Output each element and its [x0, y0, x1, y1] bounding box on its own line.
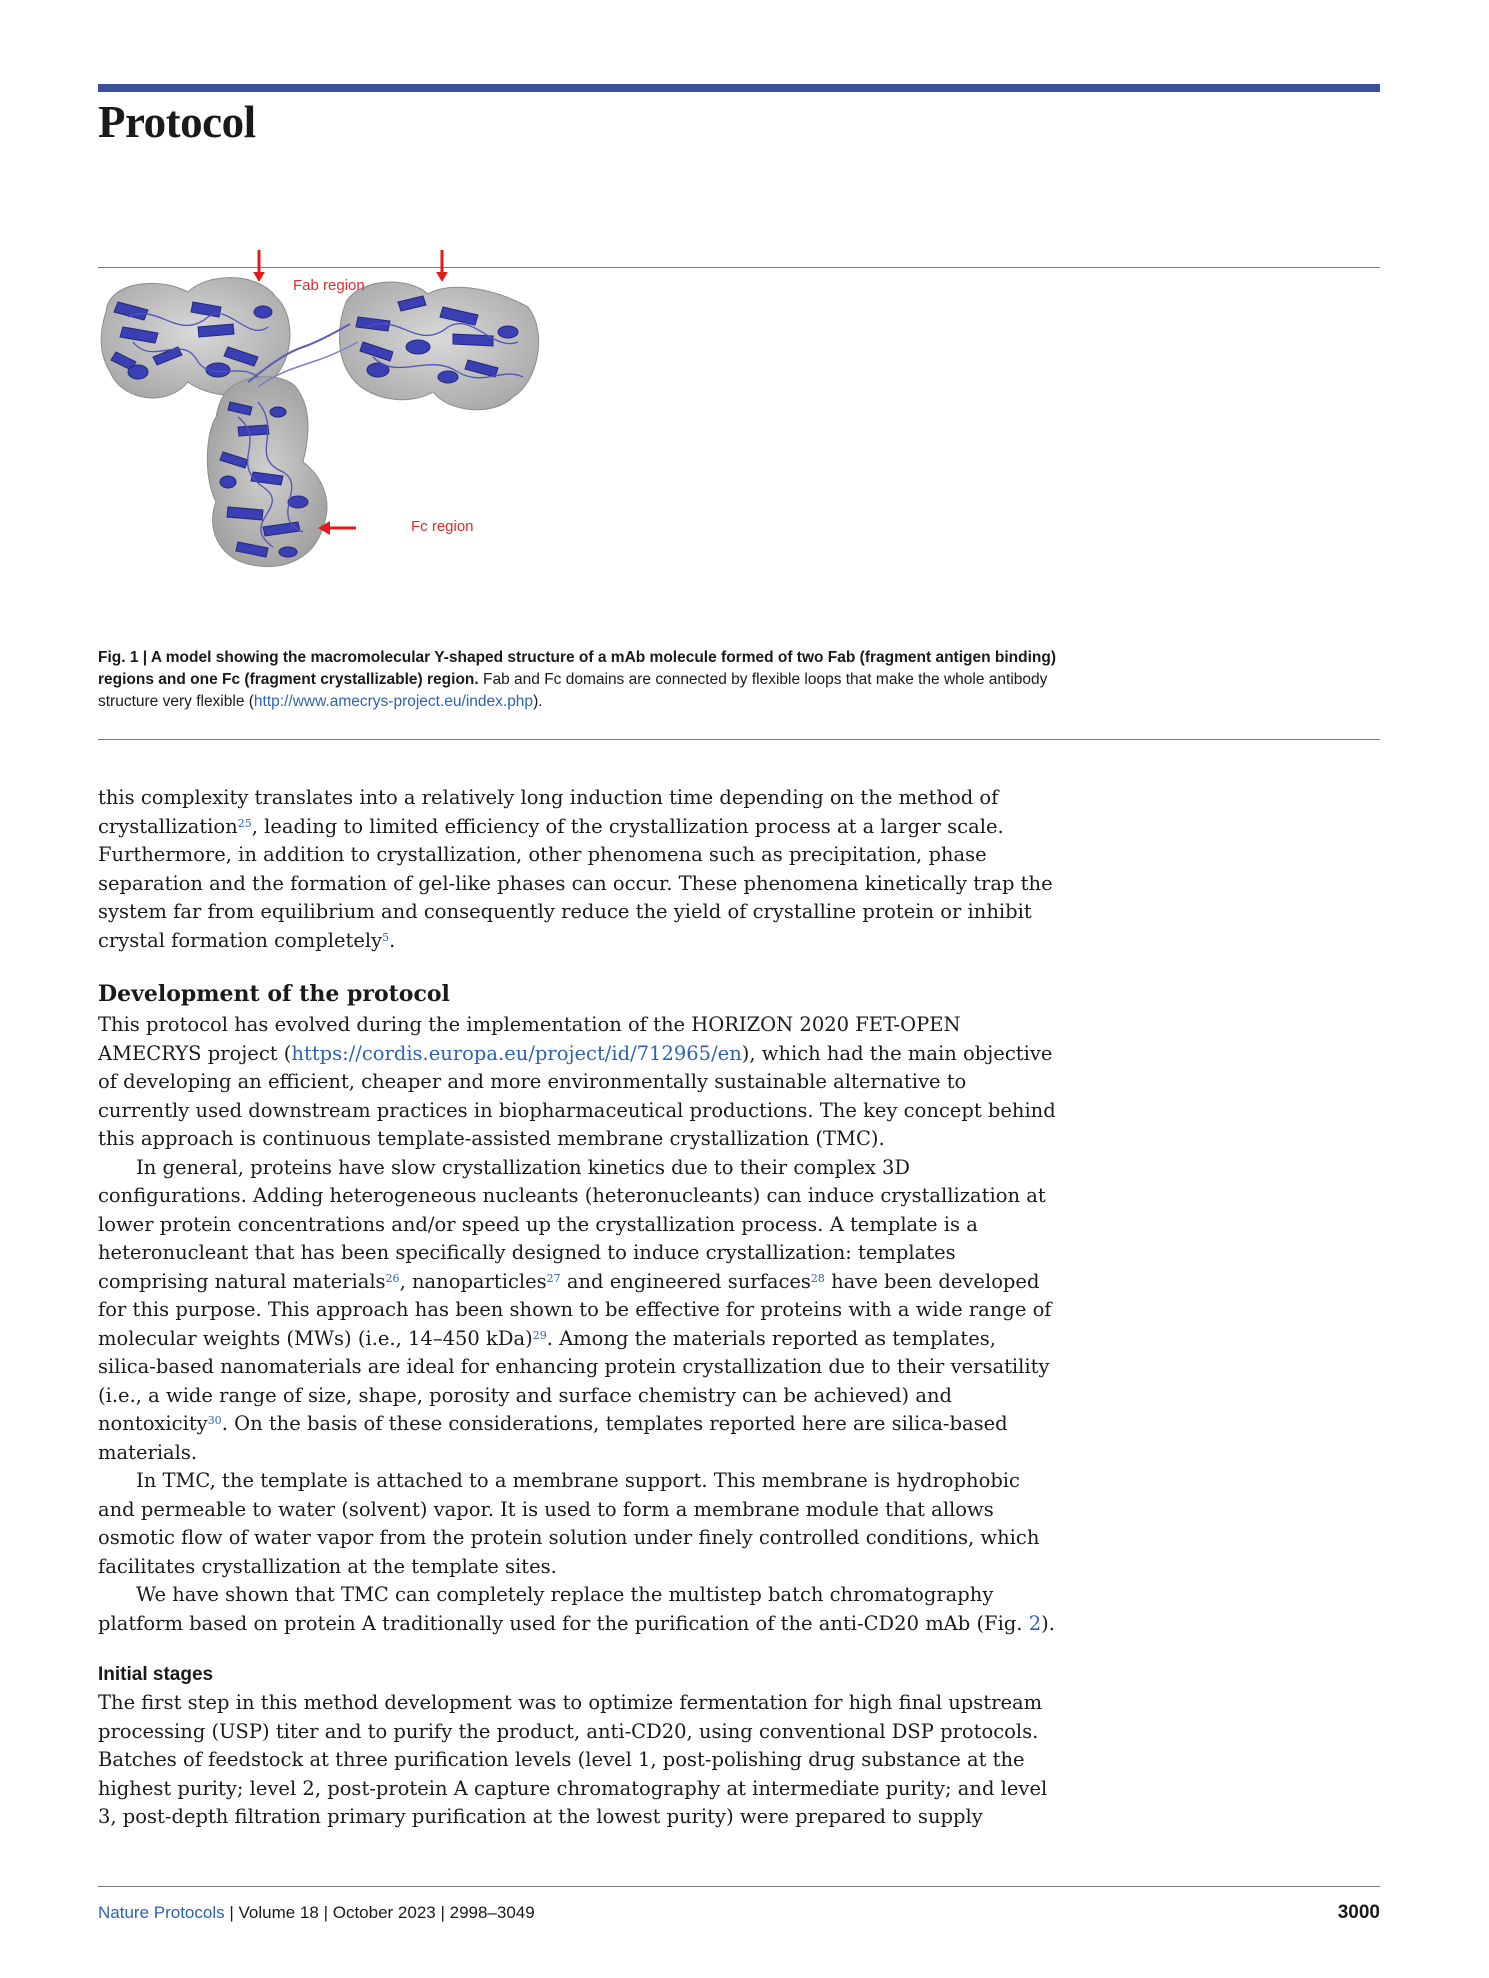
dev-p2-text-f: . On the basis of these considerations, templates reported here are silica-based materials.: [98, 1412, 1008, 1464]
cordis-link[interactable]: https://cordis.europa.eu/project/id/712965/en: [291, 1041, 742, 1065]
figure-bottom-rule: [98, 739, 1380, 740]
citation-30[interactable]: 30: [207, 1414, 222, 1427]
dev-p2-text-c: and engineered surfaces: [560, 1269, 811, 1293]
footer-volume: Volume 18: [238, 1903, 319, 1922]
figure-caption: [98, 647, 1098, 713]
dev-p1-text-b: ), which had the main objective of developing an efficient, cheaper and more environmentally sustainable alternative to currently used downstream practices in biopharmaceutical productions. The key concept behind this approach is continuous template-assisted membrane crystallization (TMC).: [98, 1041, 1056, 1150]
footer-date: October 2023: [332, 1903, 436, 1922]
footer-sep: |: [224, 1903, 239, 1922]
dev-p2-text-e: . Among the materials reported as templates, silica-based nanomaterials are ideal for enhancing protein crystallization due to their versatility (i.e., a wide range of size, shape, porosity and surface chemistry can be achieved) and nontoxicity: [98, 1326, 1050, 1435]
initial-stages-paragraph: The first step in this method development was to optimize fermentation for high final upstream processing (USP) titer and to purify the product, anti-CD20, using conventional DSP protocols. Batches of feedstock at three purification levels (level 1, post-polishing drug substance at the highest purity; level 2, post-protein A capture chromatography at intermediate purity; and level 3, post-depth filtration primary purification at the lowest purity) were prepared to supply: [98, 1691, 1048, 1828]
development-paragraph-4: [98, 1581, 1058, 1638]
citation-26[interactable]: 26: [385, 1271, 400, 1285]
fab-arrows-overlay: [98, 248, 548, 278]
intro-text-c: .: [389, 928, 396, 952]
dev-p2-text-b: , nanoparticles: [399, 1269, 547, 1293]
development-paragraph-3: In TMC, the template is attached to a membrane support. This membrane is hydrophobic and permeable to water (solvent) vapor. It is used to form a membrane module that allows osmotic flow of water vapor from the protein solution under finely controlled conditions, which facilitates crystallization at the template sites.: [98, 1469, 1040, 1578]
dev-p4-text-b: ).: [1041, 1611, 1055, 1635]
footer-sep: |: [435, 1903, 450, 1922]
citation-27[interactable]: 27: [546, 1271, 561, 1285]
footer-sep: |: [318, 1903, 333, 1922]
antibody-structure-figure: [98, 272, 548, 642]
dev-p2-text-d: have been developed for this purpose. This approach has been shown to be effective for proteins with a wide range of molecular weights (MWs) (i.e., 14–450 kDa): [98, 1269, 1052, 1350]
caption-link[interactable]: http://www.amecrys-project.eu/index.php: [253, 693, 534, 710]
citation-25[interactable]: 25: [237, 816, 252, 830]
journal-name-link[interactable]: Nature Protocols: [98, 1903, 225, 1922]
dev-p4-text-a: We have shown that TMC can completely replace the multistep batch chromatography platform based on protein A traditionally used for the purification of the anti-CD20 mAb (Fig.: [98, 1583, 1029, 1635]
antibody-structure-image: [98, 272, 548, 642]
caption-title: Fig. 1 | A model showing the macromolecular Y-shaped structure of a mAb molecule formed of two Fab (fragment antigen binding) regions and one Fc (fragment crystallizable) region.: [98, 649, 1056, 688]
fc-region-label: Fc region: [411, 518, 474, 535]
development-paragraph-2: [98, 1154, 1058, 1468]
citation-5[interactable]: 5: [382, 930, 390, 944]
development-section: [98, 1011, 1058, 1638]
footer-rule: [98, 1886, 1380, 1887]
header-accent-bar: [98, 84, 1380, 92]
caption-end: ).: [533, 693, 543, 710]
intro-paragraph: [98, 784, 1058, 955]
footer-citation: [98, 1903, 535, 1923]
intro-text-b: , leading to limited efficiency of the crystallization process at a larger scale. Furthermore, in addition to crystallization, other phenomena such as precipitation, phase separation and the formation of gel-like phases can occur. These phenomena kinetically trap the system far from equilibrium and consequently reduce the yield of crystalline protein or inhibit crystal formation completely: [98, 814, 1053, 952]
footer-pages: 2998–3049: [449, 1903, 535, 1922]
heading-initial-stages: Initial stages: [98, 1664, 214, 1685]
development-paragraph-1: [98, 1011, 1058, 1154]
heading-development: Development of the protocol: [98, 981, 450, 1007]
citation-29[interactable]: 29: [532, 1328, 547, 1342]
section-title: Protocol: [98, 97, 256, 147]
caption-text: Fab and Fc domains are connected by flexible loops that make the whole antibody structure very flexible (: [98, 671, 1048, 710]
fab-region-label: Fab region: [293, 277, 365, 294]
citation-28[interactable]: 28: [810, 1271, 825, 1285]
figure-2-link[interactable]: 2: [1028, 1611, 1042, 1635]
dev-p2-text-a: In general, proteins have slow crystallization kinetics due to their complex 3D configurations. Adding heterogeneous nucleants (heteronucleants) can induce crystallization at lower protein concentrations and/or speed up the crystallization process. A template is a heteronucleant that has been specifically designed to induce crystallization: templates comprising natural materials: [98, 1155, 1046, 1293]
page-number: 3000: [1337, 1902, 1380, 1923]
intro-text-a: this complexity translates into a relatively long induction time depending on the method of crystallization: [98, 786, 999, 838]
dev-p1-text-a: This protocol has evolved during the implementation of the HORIZON 2020 FET-OPEN AMECRYS project (: [98, 1013, 961, 1065]
